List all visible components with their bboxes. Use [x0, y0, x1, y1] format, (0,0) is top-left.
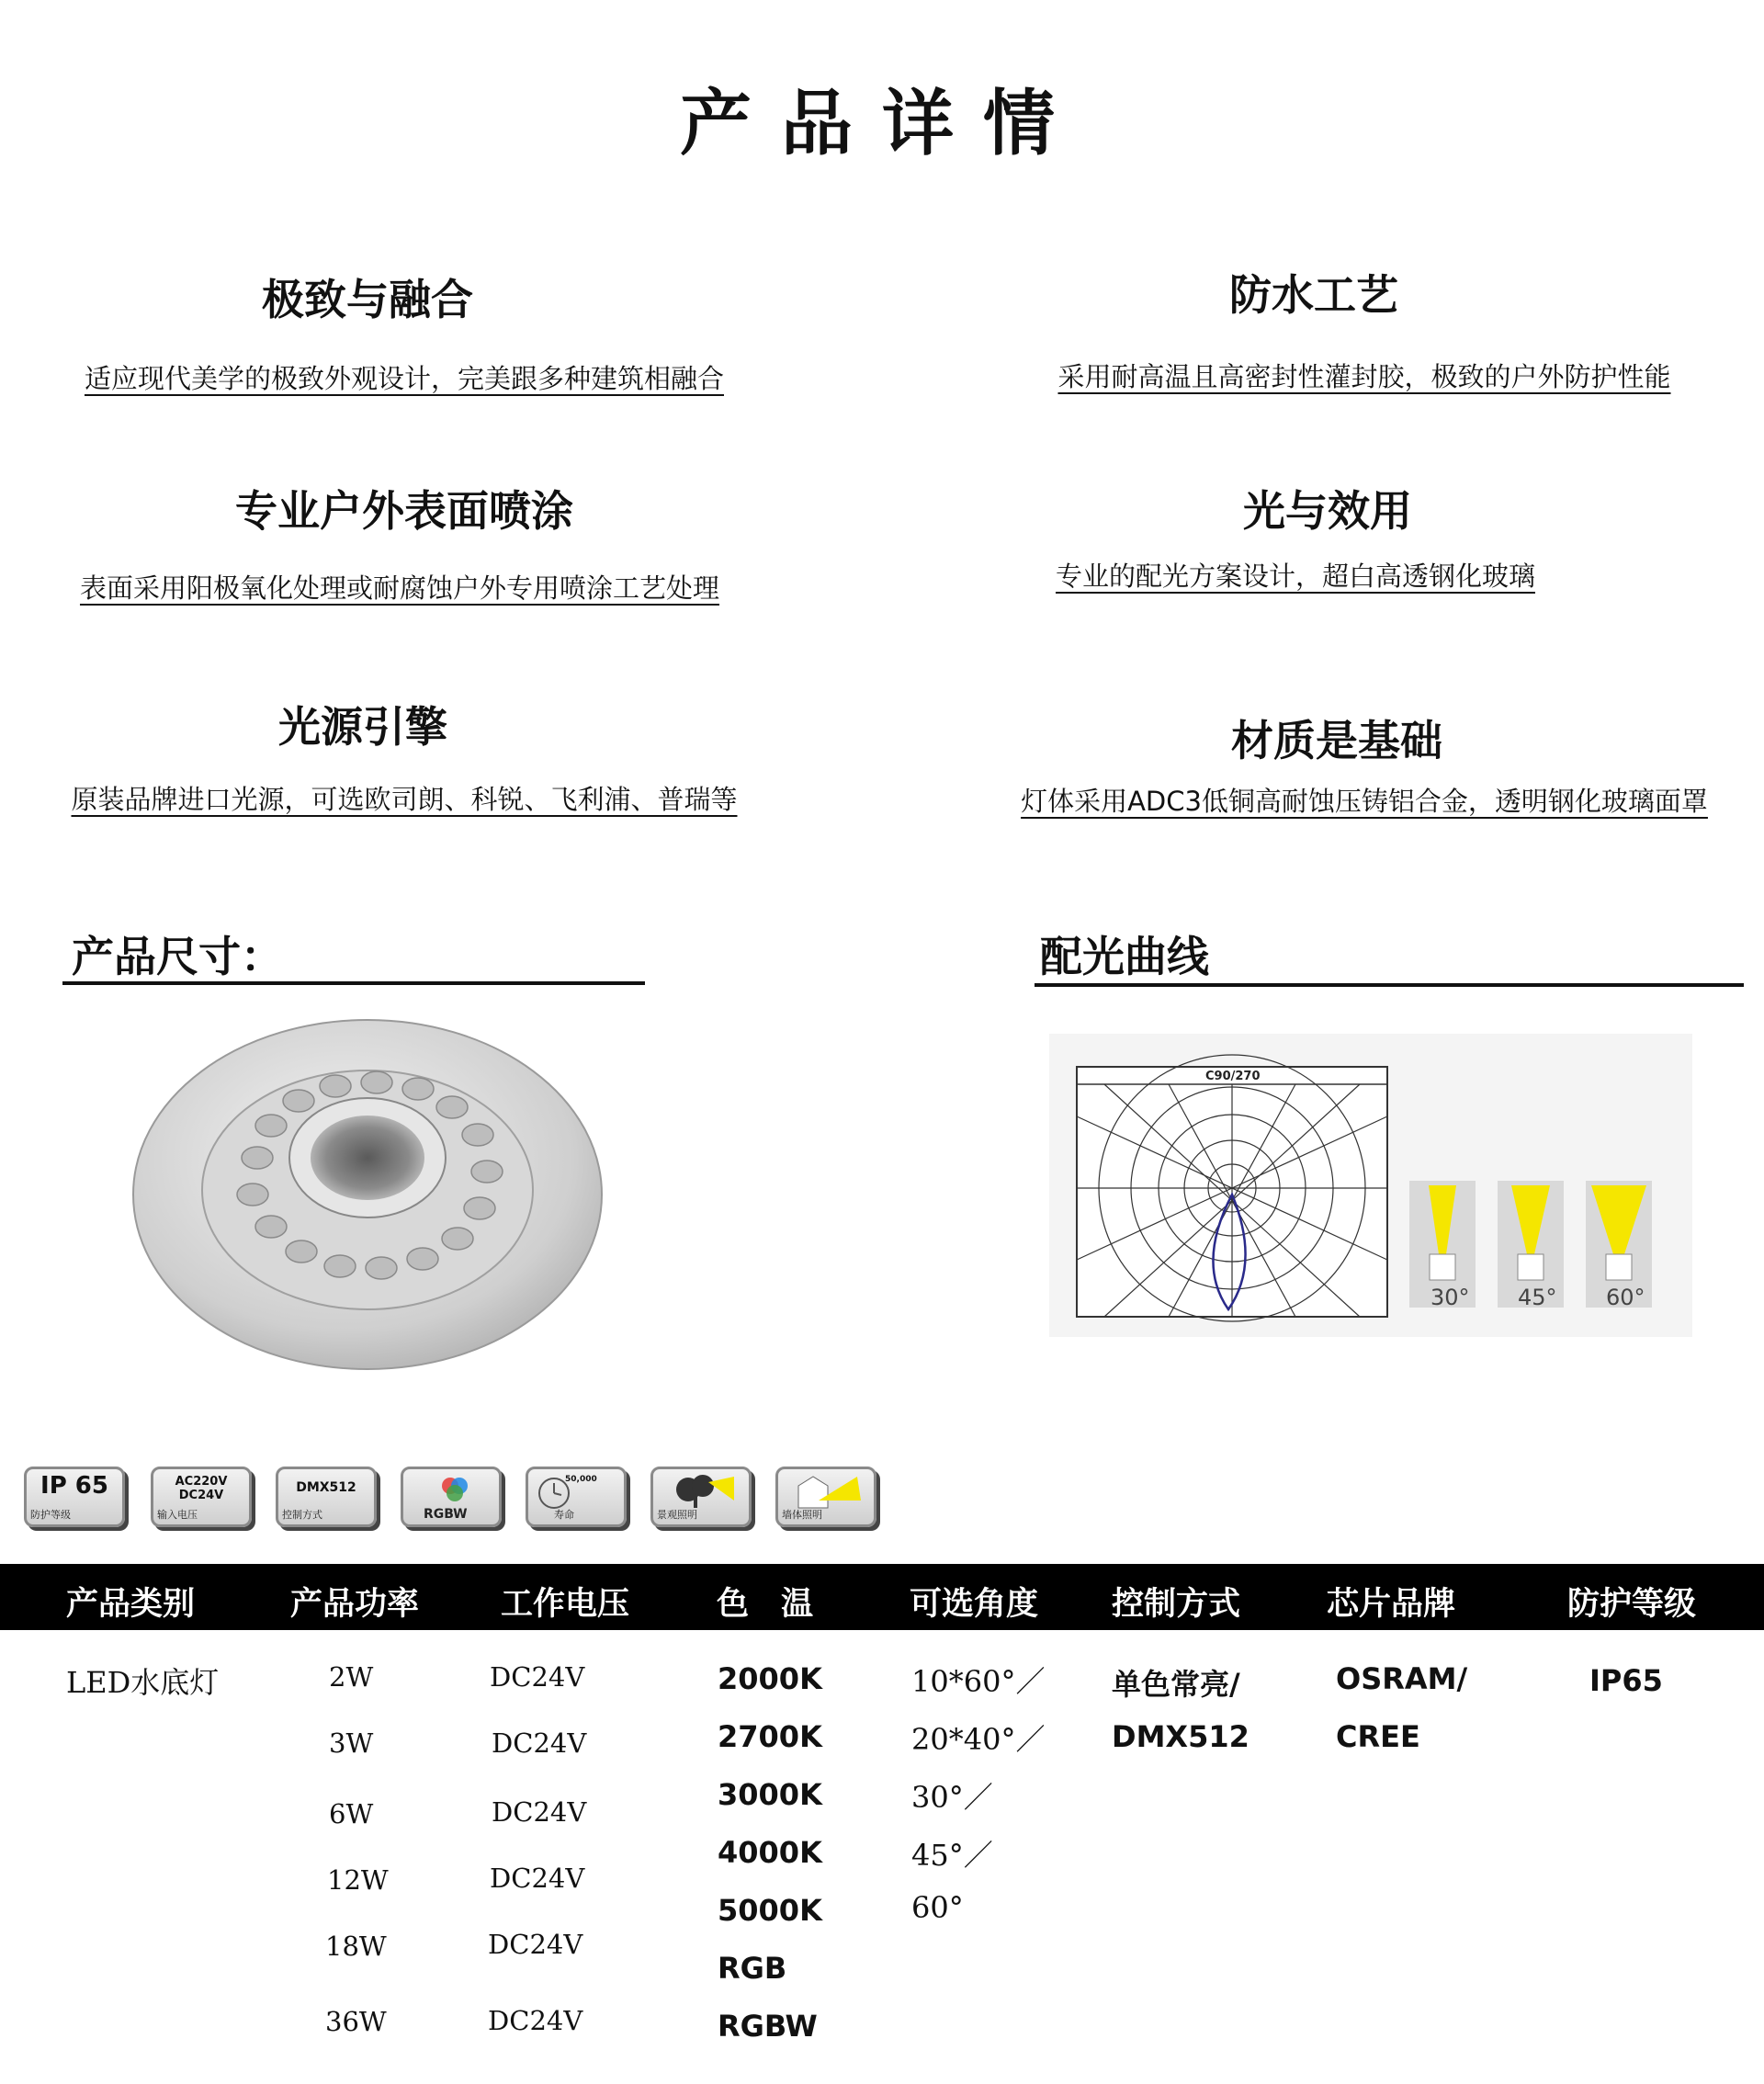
- cell-color-temp-6: RGBW: [718, 2009, 818, 2044]
- dmx-control-icon: DMX512 控制方式: [276, 1467, 377, 1527]
- cell-control-0: 单色常亮/: [1112, 1667, 1240, 1702]
- th-power: 产品功率: [290, 1586, 420, 1623]
- rgbw-color-icon: RGBW: [401, 1467, 502, 1527]
- cell-color-temp-5: RGB: [718, 1951, 787, 1986]
- rgb-circles-icon: [438, 1475, 471, 1502]
- feature-title-4: 光与效用: [1243, 486, 1412, 536]
- feature-desc-2: 采用耐高温且高密封性灌封胶，极致的户外防护性能: [1057, 361, 1671, 392]
- feature-desc-1: 适应现代美学的极致外观设计，完美跟多种建筑相融合: [84, 363, 724, 394]
- cell-power-0: 2W: [329, 1661, 374, 1693]
- spec-table-header: [0, 1564, 1764, 1630]
- feature-title-5: 光源引擎: [278, 702, 447, 752]
- th-protection: 防护等级: [1567, 1586, 1697, 1623]
- cell-color-temp-3: 4000K: [718, 1835, 822, 1870]
- cell-voltage-0: DC24V: [490, 1661, 585, 1693]
- size-section-divider: [62, 981, 645, 985]
- feature-desc-4: 专业的配光方案设计，超白高透钢化玻璃: [1055, 561, 1535, 592]
- th-control: 控制方式: [1112, 1586, 1241, 1623]
- cell-chip-0: OSRAM/: [1336, 1661, 1468, 1696]
- cell-color-temp-1: 2700K: [718, 1719, 822, 1754]
- cell-color-temp-0: 2000K: [718, 1661, 822, 1696]
- product-image: [110, 1002, 625, 1387]
- ip-rating-icon: IP 65 防护等级: [24, 1467, 125, 1527]
- cell-angle-0: 10*60°／: [911, 1664, 1046, 1699]
- polar-chart-label: C90/270: [1205, 1070, 1261, 1083]
- polar-chart: [1049, 1034, 1692, 1337]
- curve-section-divider: [1035, 983, 1744, 987]
- th-chip: 芯片品牌: [1327, 1586, 1456, 1623]
- cell-angle-1: 20*40°／: [911, 1722, 1046, 1757]
- light-curve-panel: [1049, 1034, 1692, 1337]
- cell-chip-1: CREE: [1336, 1719, 1420, 1754]
- cell-color-temp-4: 5000K: [718, 1893, 822, 1928]
- feature-title-1: 极致与融合: [262, 275, 473, 324]
- cell-voltage-1: DC24V: [492, 1727, 587, 1759]
- cell-power-4: 18W: [325, 1931, 387, 1962]
- feature-desc-5: 原装品牌进口光源，可选欧司朗、科锐、飞利浦、普瑞等: [71, 784, 738, 815]
- wall-lighting-icon: 墙体照明: [775, 1467, 876, 1527]
- cell-control-1: DMX512: [1112, 1719, 1250, 1754]
- feature-desc-6: 灯体采用ADC3低铜高耐蚀压铸铝合金，透明钢化玻璃面罩: [1021, 786, 1708, 817]
- beam-label-60: 60°: [1606, 1285, 1645, 1310]
- th-category: 产品类别: [66, 1586, 196, 1623]
- th-angle: 可选角度: [910, 1586, 1039, 1623]
- feature-title-6: 材质是基础: [1231, 716, 1442, 765]
- cell-category: LED水底灯: [66, 1665, 220, 1700]
- cell-voltage-5: DC24V: [488, 2005, 583, 2036]
- feature-title-2: 防水工艺: [1229, 270, 1398, 320]
- wall-wash-icon: [786, 1473, 868, 1510]
- size-section-title: 产品尺寸：: [72, 932, 283, 981]
- cell-voltage-3: DC24V: [490, 1863, 585, 1894]
- th-voltage: 工作电压: [501, 1586, 630, 1623]
- cell-voltage-2: DC24V: [492, 1796, 587, 1828]
- cell-angle-3: 45°／: [911, 1838, 993, 1873]
- th-color-temp: 色 温: [717, 1586, 814, 1623]
- landscape-lighting-icon: 景观照明: [650, 1467, 752, 1527]
- beam-label-45: 45°: [1518, 1285, 1557, 1310]
- lifetime-icon: 50,000 寿命: [526, 1467, 627, 1527]
- cell-angle-2: 30°／: [911, 1780, 993, 1815]
- voltage-icon: AC220V DC24V 输入电压: [151, 1467, 252, 1527]
- cell-voltage-4: DC24V: [488, 1929, 583, 1960]
- feature-title-3: 专业户外表面喷涂: [235, 486, 573, 536]
- cell-angle-4: 60°: [911, 1890, 964, 1925]
- cell-power-3: 12W: [327, 1864, 389, 1896]
- cell-power-1: 3W: [329, 1727, 374, 1759]
- cell-power-5: 36W: [325, 2006, 387, 2037]
- tree-icon: [662, 1473, 745, 1508]
- beam-label-30: 30°: [1430, 1285, 1470, 1310]
- cell-power-2: 6W: [329, 1798, 374, 1829]
- page-title: 产品详情: [679, 83, 1084, 165]
- curve-section-title: 配光曲线: [1040, 932, 1209, 981]
- cell-color-temp-2: 3000K: [718, 1777, 822, 1812]
- feature-desc-3: 表面采用阳极氧化处理或耐腐蚀户外专用喷涂工艺处理: [79, 572, 719, 604]
- cell-protection: IP65: [1589, 1663, 1663, 1698]
